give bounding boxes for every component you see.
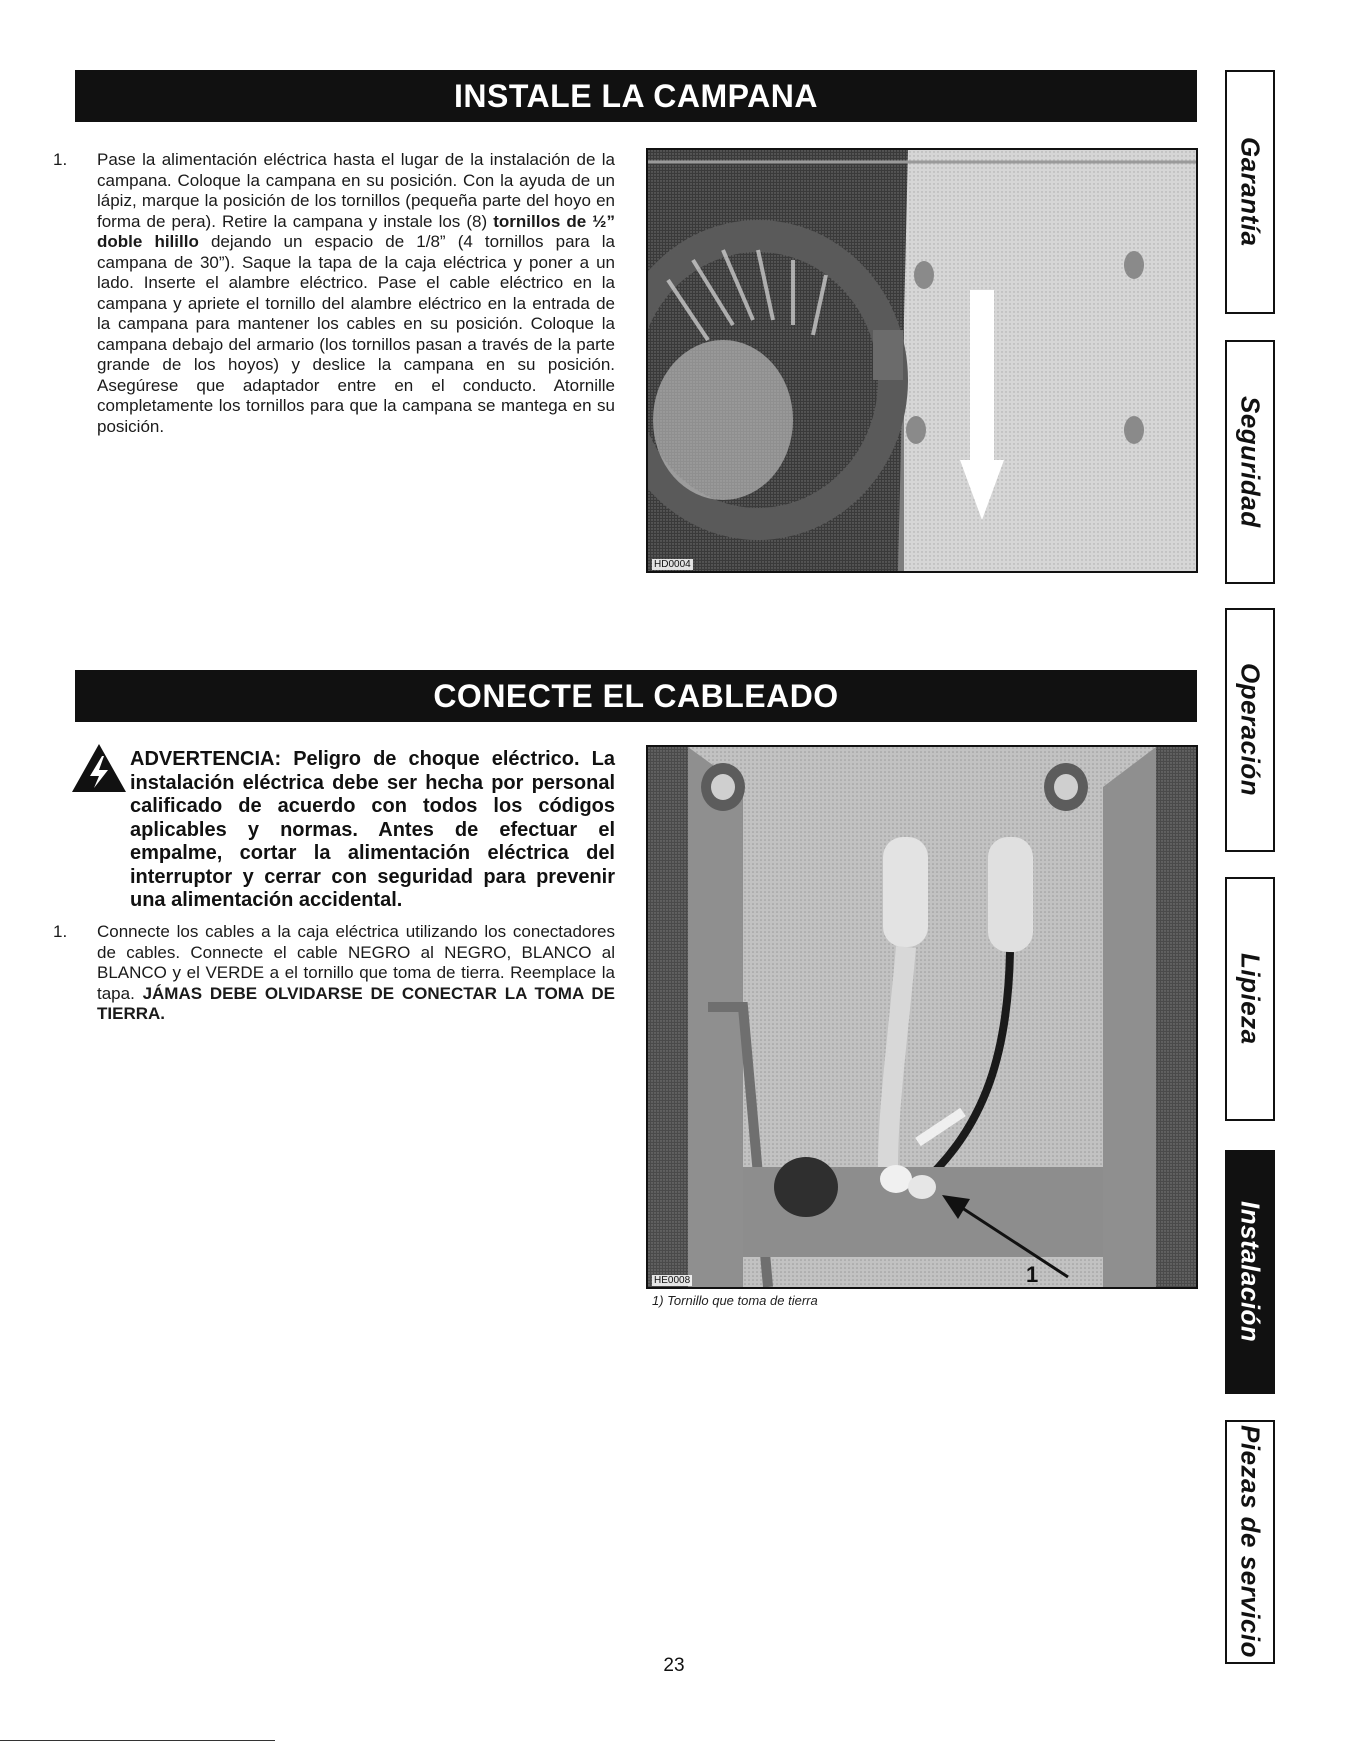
tab-seguridad[interactable] — [1225, 340, 1275, 584]
tab-label: Instalación — [1235, 1201, 1266, 1343]
step-text-bold: JÁMAS DEBE OLVIDARSE DE CONECTAR LA TOMA DE TIERRA. — [97, 983, 615, 1023]
section2-step-1 — [53, 922, 615, 1025]
hood-mounting-photo — [646, 148, 1198, 573]
tab-instalacion[interactable] — [1225, 1150, 1275, 1394]
tab-label: Seguridad — [1235, 396, 1266, 528]
electric-shock-warning-icon — [70, 742, 128, 794]
step-number: 1. — [53, 922, 68, 941]
section-banner-instale-la-campana — [75, 70, 1197, 122]
hood-mounting-illustration — [648, 150, 1196, 571]
section-title: INSTALE LA CAMPANA — [454, 78, 818, 114]
step-text: Connecte los cables a la caja eléctrica utilizando los conectadores de cables. Connecte el cable NEGRO al NEGRO, BLANCO al BLANCO y el VERDE a el tornillo que toma de tierra. Reemplace la tapa. — [97, 922, 615, 1003]
electric-shock-warning: ADVERTENCIA: Peligro de choque eléctrico. La instalación eléctrica debe ser hecha por personal calificado de acuerdo con todos los códigos aplicables y normas. Antes de efectuar el empalme, cortar la alimentación eléctrica del interruptor y cerrar con seguridad para prevenir una alimentación accidental. — [130, 748, 615, 911]
callout-number: 1 — [1026, 1262, 1039, 1287]
step-text-part-b: dejando un espacio de 1/8” (4 tornillos para la campana de 30”). Saque la tapa de la caja eléctrica y poner a un lado. Inserte el alambre eléctrico. Pase el cable eléctrico en la campana y apriete el tornillo del alambre eléctrico en la entrada de la campana para mantener los cables en su posición. Coloque la campana debajo del armario (los tornillos pasan a través de la parte grande de los hoyos) y deslice la campana en su posición. Asegúrese que adaptador entre en el conducto. Atornille completamente los tornillos para que la campana se mantega en su posición. — [97, 232, 615, 436]
tab-garantia[interactable] — [1225, 70, 1275, 314]
tab-label: Operación — [1235, 663, 1266, 797]
section-title: CONECTE EL CABLEADO — [433, 678, 839, 714]
photo-code: HD0004 — [654, 559, 691, 570]
tab-operacion[interactable] — [1225, 608, 1275, 852]
tab-lipieza[interactable] — [1225, 877, 1275, 1121]
tab-label: Garantía — [1235, 137, 1266, 247]
photo-code: HE0008 — [654, 1275, 691, 1286]
footer-rule — [0, 1740, 275, 1741]
wiring-box-illustration — [648, 747, 1196, 1287]
photo-caption: 1) Tornillo que toma de tierra — [652, 1293, 818, 1308]
tab-label: Piezas de servicio — [1235, 1425, 1266, 1659]
step-text-bold: tornillos de ½” doble hilillo — [97, 211, 615, 251]
page-number: 23 — [663, 1655, 685, 1676]
wiring-connection-photo — [646, 745, 1198, 1289]
tab-piezas-de-servicio[interactable] — [1225, 1420, 1275, 1664]
step-number: 1. — [53, 150, 68, 169]
tab-label: Lipieza — [1235, 953, 1266, 1045]
section1-step-1 — [53, 150, 615, 437]
step-text-part-a: Pase la alimentación eléctrica hasta el lugar de la instalación de la campana. Coloque la campana en su posición. Con la ayuda de un lápiz, marque la posición de los tornillos (pequeña parte del hoyo en forma de pera). Retire la campana y instale los (8) — [97, 150, 615, 231]
section-banner-conecte-el-cableado — [75, 670, 1197, 722]
